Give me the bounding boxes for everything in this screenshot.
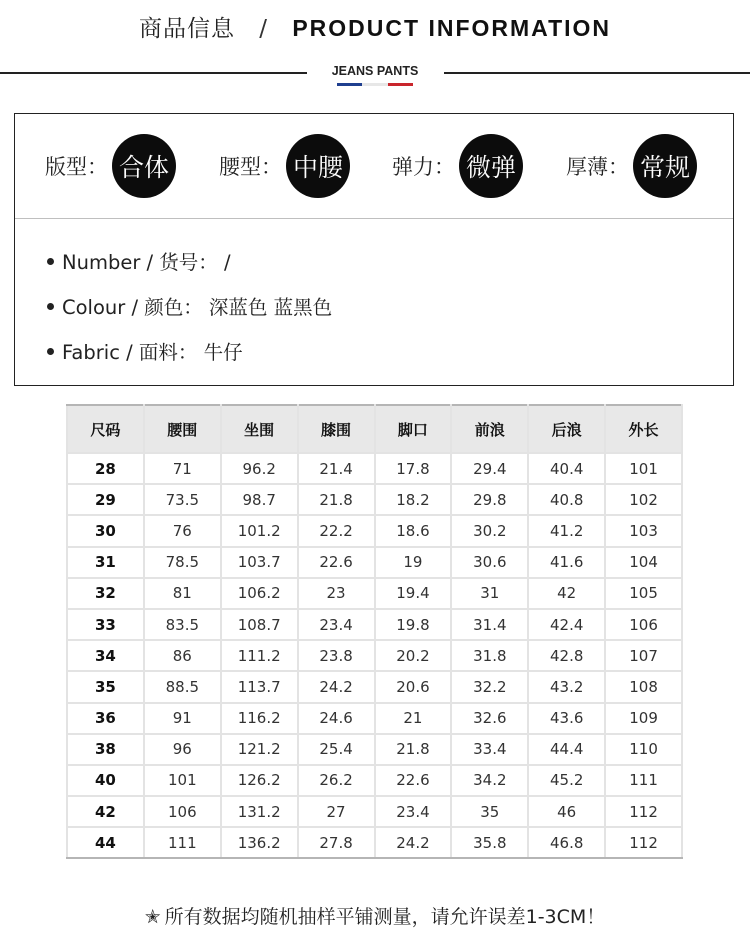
measurement-cell: 33.4 (451, 734, 528, 765)
measurement-cell: 32.6 (451, 703, 528, 734)
measurement-cell: 98.7 (221, 484, 298, 515)
measurement-cell: 31 (451, 578, 528, 609)
measurement-cell: 105 (605, 578, 682, 609)
attribute-label: 弹力： (392, 155, 455, 179)
measurement-cell: 23 (298, 578, 375, 609)
table-row (67, 734, 682, 765)
measurement-cell: 45.2 (528, 765, 605, 796)
measurement-cell: 107 (605, 640, 682, 671)
measurement-cell: 136.2 (221, 827, 298, 858)
info-text: Colour / 颜色： 深蓝色 蓝黑色 (62, 296, 333, 319)
bullet-icon (47, 258, 54, 265)
measurement-cell: 86 (144, 640, 221, 671)
size-cell: 30 (67, 515, 144, 546)
info-text: Number / 货号： / (62, 251, 231, 274)
attribute-label: 版型： (45, 155, 108, 179)
table-row (67, 703, 682, 734)
measurement-cell: 17.8 (375, 453, 452, 484)
measurement-note (0, 902, 750, 929)
measurement-cell: 26.2 (298, 765, 375, 796)
measurement-cell: 103.7 (221, 547, 298, 578)
title-en: PRODUCT INFORMATION (292, 15, 612, 41)
table-header-row (67, 405, 682, 453)
size-table-body (67, 453, 682, 858)
table-row (67, 453, 682, 484)
measurement-cell: 18.6 (375, 515, 452, 546)
measurement-cell: 27 (298, 796, 375, 827)
measurement-cell: 19 (375, 547, 452, 578)
measurement-cell: 23.4 (298, 609, 375, 640)
header-rule-right (444, 72, 750, 74)
column-header: 外长 (605, 405, 682, 453)
table-row (67, 484, 682, 515)
measurement-cell: 21.8 (298, 484, 375, 515)
size-cell: 38 (67, 734, 144, 765)
attribute-fit (45, 134, 176, 198)
measurement-cell: 76 (144, 515, 221, 546)
measurement-cell: 43.6 (528, 703, 605, 734)
measurement-cell: 29.8 (451, 484, 528, 515)
measurement-cell: 35.8 (451, 827, 528, 858)
title-separator: / (259, 16, 269, 42)
column-header: 脚口 (375, 405, 452, 453)
measurement-cell: 21.4 (298, 453, 375, 484)
bullet-icon (47, 348, 54, 355)
attribute-value-badge: 微弹 (459, 134, 523, 198)
measurement-cell: 19.8 (375, 609, 452, 640)
measurement-cell: 112 (605, 796, 682, 827)
size-cell: 33 (67, 609, 144, 640)
attribute-value-badge: 合体 (112, 134, 176, 198)
column-header: 腰围 (144, 405, 221, 453)
size-cell: 32 (67, 578, 144, 609)
measurement-cell: 106.2 (221, 578, 298, 609)
measurement-cell: 41.2 (528, 515, 605, 546)
measurement-cell: 101 (605, 453, 682, 484)
column-header: 膝围 (298, 405, 375, 453)
measurement-cell: 46 (528, 796, 605, 827)
title-cn: 商品信息 (138, 16, 235, 42)
measurement-cell: 31.8 (451, 640, 528, 671)
measurement-cell: 121.2 (221, 734, 298, 765)
measurement-cell: 106 (605, 609, 682, 640)
column-header: 坐围 (221, 405, 298, 453)
measurement-cell: 20.2 (375, 640, 452, 671)
size-cell: 44 (67, 827, 144, 858)
measurement-cell: 111.2 (221, 640, 298, 671)
size-cell: 36 (67, 703, 144, 734)
attribute-thickness (566, 134, 697, 198)
attribute-label: 厚薄： (566, 155, 629, 179)
table-row (67, 547, 682, 578)
box-divider (15, 218, 733, 219)
column-header: 尺码 (67, 405, 144, 453)
measurement-cell: 108.7 (221, 609, 298, 640)
subtitle: JEANS PANTS (331, 64, 419, 78)
size-table (66, 404, 683, 859)
measurement-cell: 116.2 (221, 703, 298, 734)
measurement-cell: 22.6 (298, 547, 375, 578)
measurement-cell: 24.2 (375, 827, 452, 858)
measurement-cell: 30.6 (451, 547, 528, 578)
size-cell: 40 (67, 765, 144, 796)
measurement-cell: 32.2 (451, 671, 528, 702)
size-cell: 31 (67, 547, 144, 578)
measurement-cell: 113.7 (221, 671, 298, 702)
measurement-cell: 20.6 (375, 671, 452, 702)
measurement-cell: 109 (605, 703, 682, 734)
measurement-cell: 31.4 (451, 609, 528, 640)
measurement-cell: 104 (605, 547, 682, 578)
table-row (67, 671, 682, 702)
measurement-cell: 42 (528, 578, 605, 609)
column-header: 后浪 (528, 405, 605, 453)
size-cell: 28 (67, 453, 144, 484)
attribute-row (15, 134, 733, 198)
table-row (67, 515, 682, 546)
header-rule-left (0, 72, 307, 74)
stripe-white (362, 83, 388, 86)
stripe-red (388, 83, 413, 86)
measurement-cell: 21.8 (375, 734, 452, 765)
measurement-cell: 78.5 (144, 547, 221, 578)
measurement-cell: 103 (605, 515, 682, 546)
measurement-cell: 112 (605, 827, 682, 858)
table-row (67, 640, 682, 671)
size-cell: 42 (67, 796, 144, 827)
measurement-cell: 19.4 (375, 578, 452, 609)
attribute-stretch (392, 134, 523, 198)
size-cell: 34 (67, 640, 144, 671)
measurement-cell: 40.4 (528, 453, 605, 484)
table-row (67, 827, 682, 858)
measurement-cell: 101 (144, 765, 221, 796)
measurement-cell: 24.2 (298, 671, 375, 702)
info-number (47, 247, 231, 275)
measurement-cell: 81 (144, 578, 221, 609)
attribute-label: 腰型： (219, 155, 282, 179)
tricolor-stripe (337, 83, 413, 86)
measurement-cell: 22.2 (298, 515, 375, 546)
table-row (67, 796, 682, 827)
measurement-cell: 21 (375, 703, 452, 734)
info-text: Fabric / 面料： 牛仔 (62, 341, 243, 364)
note-text: 所有数据均随机抽样平铺测量，请允许误差1-3CM！ (164, 906, 606, 928)
measurement-cell: 83.5 (144, 609, 221, 640)
measurement-cell: 131.2 (221, 796, 298, 827)
attribute-value-badge: 中腰 (286, 134, 350, 198)
star-icon: ✭ (144, 906, 161, 928)
size-cell: 29 (67, 484, 144, 515)
measurement-cell: 23.8 (298, 640, 375, 671)
info-fabric (47, 337, 243, 365)
measurement-cell: 42.4 (528, 609, 605, 640)
measurement-cell: 23.4 (375, 796, 452, 827)
measurement-cell: 108 (605, 671, 682, 702)
attribute-value-badge: 常规 (633, 134, 697, 198)
measurement-cell: 44.4 (528, 734, 605, 765)
measurement-cell: 96.2 (221, 453, 298, 484)
measurement-cell: 88.5 (144, 671, 221, 702)
measurement-cell: 102 (605, 484, 682, 515)
measurement-cell: 106 (144, 796, 221, 827)
measurement-cell: 30.2 (451, 515, 528, 546)
measurement-cell: 101.2 (221, 515, 298, 546)
measurement-cell: 96 (144, 734, 221, 765)
attribute-waist (219, 134, 350, 198)
column-header: 前浪 (451, 405, 528, 453)
measurement-cell: 35 (451, 796, 528, 827)
measurement-cell: 46.8 (528, 827, 605, 858)
measurement-cell: 73.5 (144, 484, 221, 515)
measurement-cell: 25.4 (298, 734, 375, 765)
measurement-cell: 126.2 (221, 765, 298, 796)
measurement-cell: 24.6 (298, 703, 375, 734)
measurement-cell: 111 (144, 827, 221, 858)
measurement-cell: 43.2 (528, 671, 605, 702)
table-row (67, 578, 682, 609)
info-colour (47, 292, 332, 320)
size-cell: 35 (67, 671, 144, 702)
measurement-cell: 40.8 (528, 484, 605, 515)
measurement-cell: 18.2 (375, 484, 452, 515)
bullet-icon (47, 303, 54, 310)
measurement-cell: 111 (605, 765, 682, 796)
measurement-cell: 41.6 (528, 547, 605, 578)
table-row (67, 765, 682, 796)
measurement-cell: 110 (605, 734, 682, 765)
table-row (67, 609, 682, 640)
measurement-cell: 27.8 (298, 827, 375, 858)
measurement-cell: 29.4 (451, 453, 528, 484)
stripe-blue (337, 83, 362, 86)
attribute-box (14, 113, 734, 386)
measurement-cell: 91 (144, 703, 221, 734)
page-header (0, 10, 750, 43)
page-title (0, 10, 750, 43)
measurement-cell: 71 (144, 453, 221, 484)
measurement-cell: 34.2 (451, 765, 528, 796)
measurement-cell: 22.6 (375, 765, 452, 796)
measurement-cell: 42.8 (528, 640, 605, 671)
